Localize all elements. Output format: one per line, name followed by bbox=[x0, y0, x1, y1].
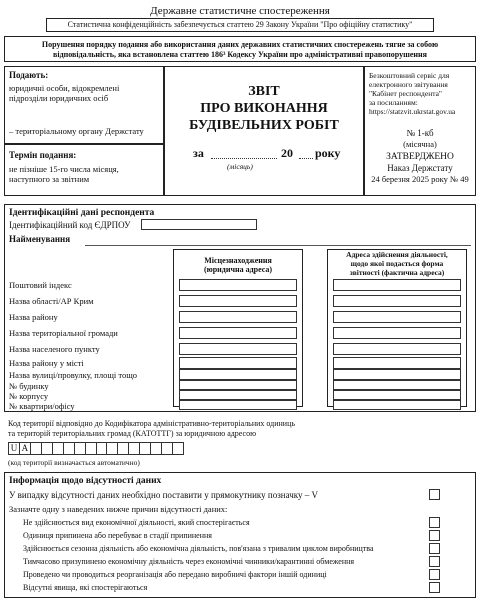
legal-building-input[interactable] bbox=[179, 380, 297, 390]
row-label-building: № будинку bbox=[9, 381, 49, 391]
report-title-box bbox=[164, 66, 364, 196]
form-frequency: (місячна) bbox=[403, 139, 437, 149]
form-number: № 1-кб bbox=[406, 128, 434, 138]
reason-6-checkbox[interactable] bbox=[429, 582, 440, 593]
katottg-cell bbox=[53, 443, 64, 454]
row-label-district: Назва району bbox=[9, 312, 58, 322]
katottg-cell bbox=[140, 443, 151, 454]
actual-street-input[interactable] bbox=[333, 369, 461, 380]
period-year-prefix: 20 bbox=[281, 146, 293, 160]
month-field[interactable] bbox=[211, 158, 277, 159]
row-label-block: № корпусу bbox=[9, 391, 49, 401]
legal-street-input[interactable] bbox=[179, 369, 297, 380]
form-info-box bbox=[364, 66, 476, 196]
katottg-cell bbox=[97, 443, 108, 454]
name-label: Найменування bbox=[9, 234, 71, 244]
katottg-cell bbox=[129, 443, 140, 454]
submitters-line-1: юридичні особи, відокремлені bbox=[9, 83, 120, 93]
deadline-heading: Термін подання: bbox=[9, 150, 77, 160]
actual-apartment-input[interactable] bbox=[333, 400, 461, 410]
katottg-cell bbox=[42, 443, 53, 454]
edrpou-label: Ідентифікаційний код ЄДРПОУ bbox=[9, 220, 131, 230]
report-title-3: БУДІВЕЛЬНИХ РОБІТ bbox=[189, 118, 339, 133]
actual-district-input[interactable] bbox=[333, 311, 461, 323]
legal-city-district-input[interactable] bbox=[179, 357, 297, 369]
katottg-cell bbox=[75, 443, 86, 454]
katottg-note: (код території визначається автоматично) bbox=[8, 458, 140, 467]
row-label-city-district: Назва району у місті bbox=[9, 358, 84, 368]
legal-settlement-input[interactable] bbox=[179, 343, 297, 355]
period-suffix: року bbox=[315, 146, 341, 160]
violation-box bbox=[4, 36, 476, 62]
katottg-cell-a: A bbox=[20, 443, 31, 454]
actual-community-input[interactable] bbox=[333, 327, 461, 339]
absence-instruction: У випадку відсутності даних необхідно поставити у прямокутнику позначку – V bbox=[9, 490, 319, 500]
respondent-heading: Ідентифікаційні дані респондента bbox=[9, 208, 155, 218]
actual-address-header-1: Адреса здійснення діяльності, bbox=[346, 250, 448, 259]
reason-2-label: Одиниця припинена або перебуває в стадії припинення bbox=[23, 531, 212, 540]
reason-2-checkbox[interactable] bbox=[429, 530, 440, 541]
actual-building-input[interactable] bbox=[333, 380, 461, 390]
katottg-label-1: Код території відповідно до Кодифікатора адміністративно-територіальних одиниць bbox=[8, 419, 296, 428]
deadline-line-2: наступного за звітним bbox=[9, 174, 90, 184]
deadline-line-1: не пізніше 15-го числа місяця, bbox=[9, 164, 119, 174]
confidentiality-text: Статистична конфіденційність забезпечується статтею 29 Закону України "Про офіційну статистику" bbox=[67, 20, 413, 29]
reason-3-checkbox[interactable] bbox=[429, 543, 440, 554]
reason-4-label: Тимчасово призупинено економічну діяльність через економічні чинники/карантинні обмеження bbox=[23, 557, 355, 566]
katottg-cell bbox=[173, 443, 183, 454]
report-title-1: ЗВІТ bbox=[248, 84, 280, 99]
absence-section bbox=[4, 472, 476, 598]
period-hint: (місяць) bbox=[227, 162, 253, 171]
absence-mark-example-checkbox bbox=[429, 489, 440, 500]
service-line-4: за посиланням: bbox=[369, 98, 418, 107]
approved-label: ЗАТВЕРДЖЕНО bbox=[386, 152, 454, 162]
absence-heading: Інформація щодо відсутності даних bbox=[9, 476, 162, 486]
actual-block-input[interactable] bbox=[333, 390, 461, 400]
katottg-cell bbox=[86, 443, 97, 454]
reason-3-label: Здійснюється сезонна діяльність або економічна діяльність, пов'язана з тривалим циклом виробництва bbox=[23, 544, 374, 553]
katottg-label-2: та територій територіальних громад (КАТОТТГ) за юридичною адресою bbox=[8, 429, 257, 438]
reason-5-label: Проведено чи проводиться реорганізація або передано виробничі фактори іншій одиниці bbox=[23, 570, 327, 579]
approval-date: 24 березня 2025 року № 49 bbox=[371, 174, 469, 184]
row-label-apartment: № квартири/офісу bbox=[9, 401, 75, 411]
absence-prompt: Зазначте одну з наведених нижче причин відсутності даних: bbox=[9, 504, 228, 514]
katottg-cell bbox=[118, 443, 129, 454]
katottg-cell bbox=[162, 443, 173, 454]
year-field[interactable] bbox=[299, 158, 313, 159]
legal-postal-input[interactable] bbox=[179, 279, 297, 291]
approval-order: Наказ Держстату bbox=[387, 163, 453, 173]
legal-community-input[interactable] bbox=[179, 327, 297, 339]
service-line-3: "Кабінет респондента" bbox=[369, 89, 442, 98]
actual-settlement-input[interactable] bbox=[333, 343, 461, 355]
reason-6-label: Відсутні явища, які спостерігаються bbox=[23, 583, 148, 592]
confidentiality-box bbox=[46, 18, 434, 32]
reason-1-label: Не здійснюється вид економічної діяльності, який спостерігається bbox=[23, 518, 250, 527]
violation-line-1: Порушення порядку подання або використання даних державних статистичних спостережень тягне за собою bbox=[41, 40, 439, 49]
row-label-region: Назва області/АР Крим bbox=[9, 296, 94, 306]
violation-line-2: відповідальність, яка встановлена статтею 186³ Кодексу України про адміністративні правопорушення bbox=[53, 50, 427, 59]
deadline-box bbox=[4, 144, 164, 196]
katottg-cell-u: U bbox=[9, 443, 20, 454]
katottg-cell bbox=[107, 443, 118, 454]
survey-title: Державне статистичне спостереження bbox=[150, 5, 330, 17]
legal-address-header-2: (юридична адреса) bbox=[203, 265, 273, 274]
report-title-2: ПРО ВИКОНАННЯ bbox=[200, 101, 328, 116]
edrpou-input[interactable] bbox=[141, 219, 257, 230]
katottg-code-input[interactable] bbox=[8, 442, 184, 455]
actual-address-header-2: щодо якої подається форма bbox=[350, 259, 444, 268]
katottg-cell bbox=[64, 443, 75, 454]
actual-postal-input[interactable] bbox=[333, 279, 461, 291]
actual-city-district-input[interactable] bbox=[333, 357, 461, 369]
legal-apartment-input[interactable] bbox=[179, 400, 297, 410]
row-label-postal: Поштовий індекс bbox=[9, 280, 72, 290]
submitters-heading: Подають: bbox=[9, 70, 49, 80]
service-link[interactable]: https://statzvit.ukrstat.gov.ua bbox=[369, 107, 456, 116]
row-label-settlement: Назва населеного пункту bbox=[9, 344, 100, 354]
row-label-community: Назва територіальної громади bbox=[9, 328, 118, 338]
katottg-cell bbox=[151, 443, 162, 454]
submitters-line-3: – територіальному органу Держстату bbox=[9, 126, 144, 136]
respondent-section bbox=[4, 204, 476, 412]
legal-district-input[interactable] bbox=[179, 311, 297, 323]
reason-5-checkbox[interactable] bbox=[429, 569, 440, 580]
katottg-cell bbox=[31, 443, 42, 454]
reason-4-checkbox[interactable] bbox=[429, 556, 440, 567]
legal-region-input[interactable] bbox=[179, 295, 297, 307]
submitters-box bbox=[4, 66, 164, 144]
reason-1-checkbox[interactable] bbox=[429, 517, 440, 528]
service-line-2: електронного звітування bbox=[369, 80, 448, 89]
service-line-1: Безкоштовний сервіс для bbox=[369, 71, 450, 80]
actual-region-input[interactable] bbox=[333, 295, 461, 307]
period-prefix: за bbox=[193, 146, 204, 160]
name-field[interactable] bbox=[85, 245, 471, 246]
actual-address-header-3: звітності (фактична адреса) bbox=[349, 268, 445, 277]
legal-address-header-1: Місцезнаходження bbox=[204, 256, 272, 265]
row-label-street: Назва вулиці/провулку, площі тощо bbox=[9, 370, 137, 380]
submitters-line-2: підрозділи юридичних осіб bbox=[9, 93, 109, 103]
legal-block-input[interactable] bbox=[179, 390, 297, 400]
